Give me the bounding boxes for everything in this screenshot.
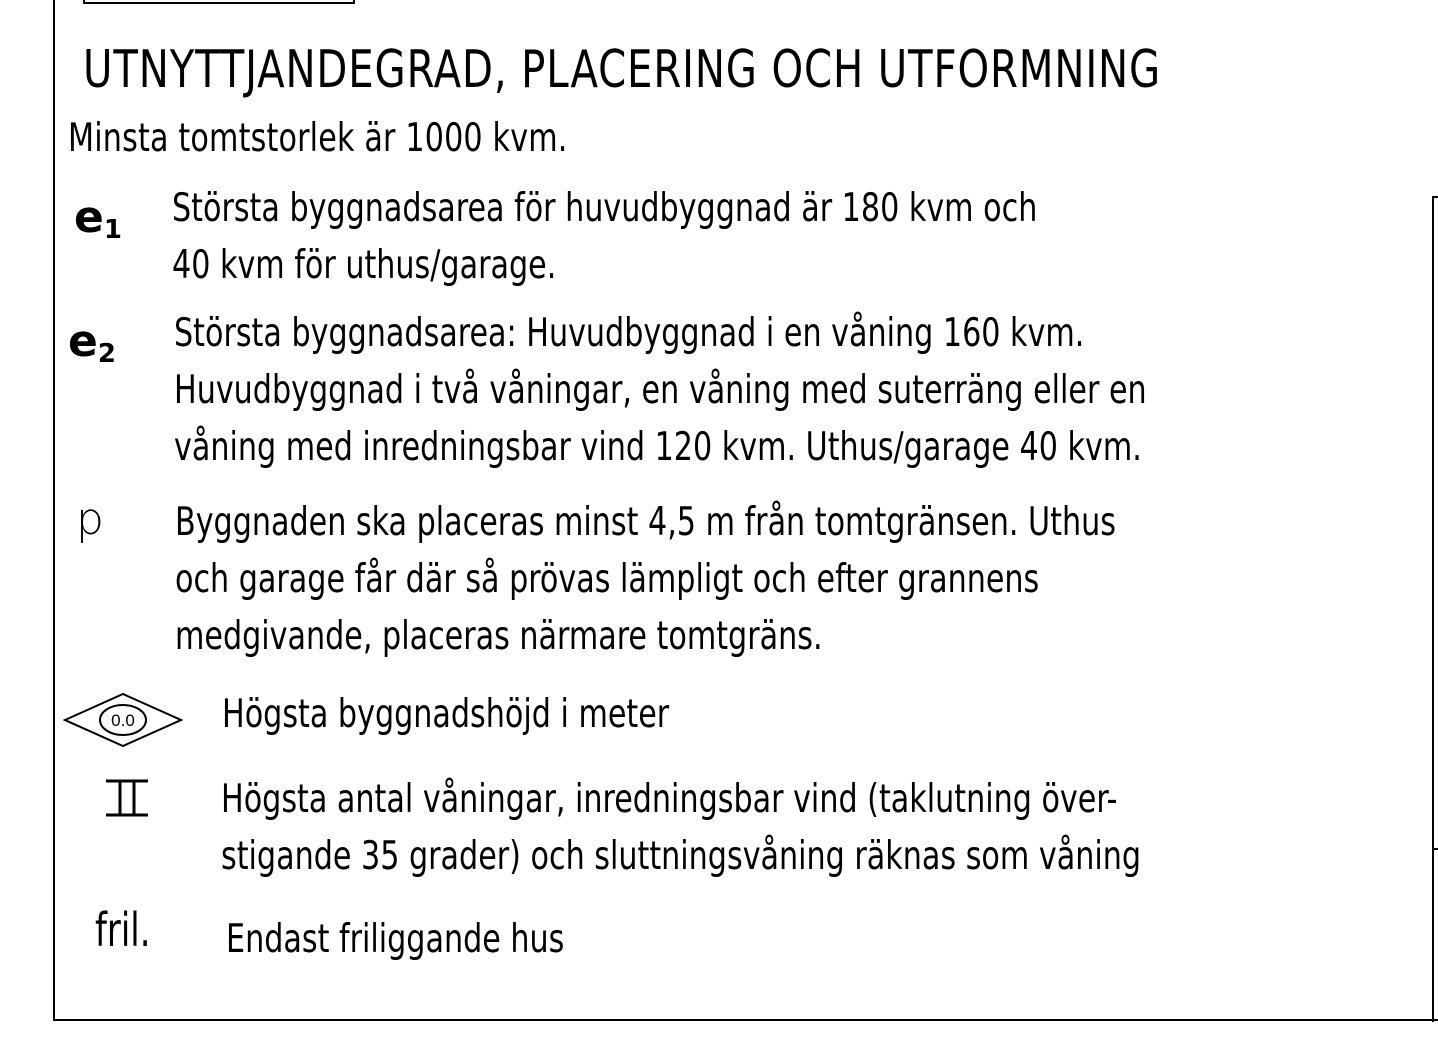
item-height-line-1: Högsta byggnadshöjd i meter [222,692,670,737]
max-height-diamond-icon [63,692,183,748]
symbol-e2: $e_2$ [68,316,116,369]
item-p-line-3: medgivande, placeras närmare tomtgräns. [175,614,823,659]
diamond-value: 0.0 [111,711,135,730]
item-floors-text [221,771,1141,885]
right-border-tick [1432,848,1438,850]
item-e1-line-1: Största byggnadsarea för huvudbyggnad är 180 kvm och [172,186,1038,231]
item-floors-line-1: Högsta antal våningar, inredningsbar vind (taklutning över- [221,777,1118,822]
item-p-text [175,494,1116,665]
item-e2-line-3: våning med inredningsbar vind 120 kvm. Uthus/garage 40 kvm. [174,425,1142,470]
item-floors-line-2: stigande 35 grader) och sluttningsvåning räknas som våning [221,834,1141,879]
item-p-line-2: och garage får där så prövas lämpligt och efter grannens [175,557,1040,602]
item-e2-line-1: Största byggnadsarea: Huvudbyggnad i en våning 160 kvm. [174,311,1085,356]
item-e1-text [172,180,1037,294]
intro-text: Minsta tomtstorlek är 1000 kvm. [68,116,568,161]
item-e2-line-2: Huvudbyggnad i två våningar, en våning med suterräng eller en [174,368,1147,413]
roman-two-floors-icon [104,778,150,818]
item-p-line-1: Byggnaden ska placeras minst 4,5 m från tomtgränsen. Uthus [175,500,1116,545]
symbol-fril: fril. [95,903,151,957]
section-heading: UTNYTTJANDEGRAD, PLACERING OCH UTFORMNING [83,40,1162,100]
item-height-text [222,686,669,743]
right-border-line [1432,196,1438,1022]
item-fril-text [226,911,564,968]
item-e1-line-2: 40 kvm för uthus/garage. [172,243,557,288]
symbol-e1: $e_1$ [74,192,122,245]
item-e2-text [174,305,1147,476]
item-fril-line-1: Endast friliggande hus [226,917,565,962]
symbol-p: p [76,494,104,545]
